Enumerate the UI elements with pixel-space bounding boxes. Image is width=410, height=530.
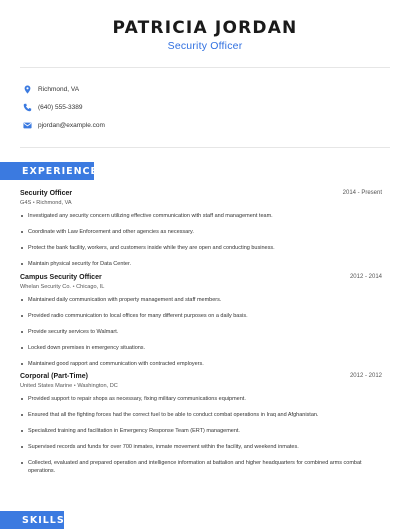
list-item: Ensured that all the fighting forces had the correct fuel to be able to conduct combat operations in Iraq and Afghanistan. <box>20 411 382 419</box>
job-title: Corporal (Part-Time) <box>20 373 88 380</box>
contact-location <box>22 83 79 95</box>
divider <box>20 67 390 68</box>
phone-icon <box>22 102 32 112</box>
location-text: Richmond, VA <box>38 85 80 93</box>
job-location: Chicago, IL <box>76 284 105 290</box>
list-item: Investigated any security concern utilizing effective communication with staff and management team. <box>20 212 382 220</box>
list-item: Maintained daily communication with property management and staff members. <box>20 296 382 304</box>
job-dates: 2012 - 2012 <box>349 373 382 379</box>
section-heading-skills: SKILLS <box>0 511 64 529</box>
job-dates: 2014 - Present <box>342 190 382 196</box>
candidate-name: PATRICIA JORDAN <box>112 18 298 38</box>
job-bullets <box>20 212 382 276</box>
list-item: Maintain physical security for Data Center. <box>20 260 382 268</box>
contact-phone <box>22 101 82 113</box>
list-item: Protect the bank facility, workers, and customers inside while they are open and conducting business. <box>20 244 382 252</box>
job-org: Whelan Security Co. • Chicago, IL <box>20 284 105 290</box>
job-location: Washington, DC <box>77 383 118 389</box>
section-heading-experience: EXPERIENCE <box>0 162 94 180</box>
divider <box>20 147 390 148</box>
job-title: Security Officer <box>20 190 73 197</box>
list-item: Provide security services to Walmart. <box>20 328 382 336</box>
job-org: G4S • Richmond, VA <box>20 200 72 206</box>
list-item: Provided radio communication to local offices for many different purposes on a daily basis. <box>20 312 382 320</box>
job-location: Richmond, VA <box>36 200 72 206</box>
list-item: Collected, evaluated and prepared operation and intelligence information at battalion and higher headquarters for combined arms combat operations. <box>20 459 382 475</box>
mail-icon <box>22 120 32 130</box>
list-item: Specialized training and facilitation in Emergency Response Team (ERT) management. <box>20 427 382 435</box>
job-company: United States Marine <box>20 383 73 389</box>
list-item: Locked down premises in emergency situations. <box>20 344 382 352</box>
job-bullets <box>20 395 382 483</box>
list-item: Supervised records and funds for over 700 inmates, inmate movement within the facility, and weekend inmates. <box>20 443 382 451</box>
contact-email <box>22 119 105 131</box>
list-item: Coordinate with Law Enforcement and other agencies as necessary. <box>20 228 382 236</box>
job-title: Campus Security Officer <box>20 274 102 281</box>
job-dates: 2012 - 2014 <box>349 274 382 280</box>
candidate-role: Security Officer <box>167 40 243 52</box>
job-org: United States Marine • Washington, DC <box>20 383 118 389</box>
job-bullets <box>20 296 382 376</box>
list-item: Provided support to repair shops as necessary, fixing military communications equipment. <box>20 395 382 403</box>
job-company: Whelan Security Co. <box>20 284 71 290</box>
list-item: Maintained good rapport and communication with contracted employers. <box>20 360 382 368</box>
email-text[interactable]: pjordan@example.com <box>38 121 105 129</box>
job-company: G4S <box>20 200 32 206</box>
map-pin-icon <box>22 84 32 94</box>
phone-text: (640) 555-3389 <box>38 103 83 111</box>
